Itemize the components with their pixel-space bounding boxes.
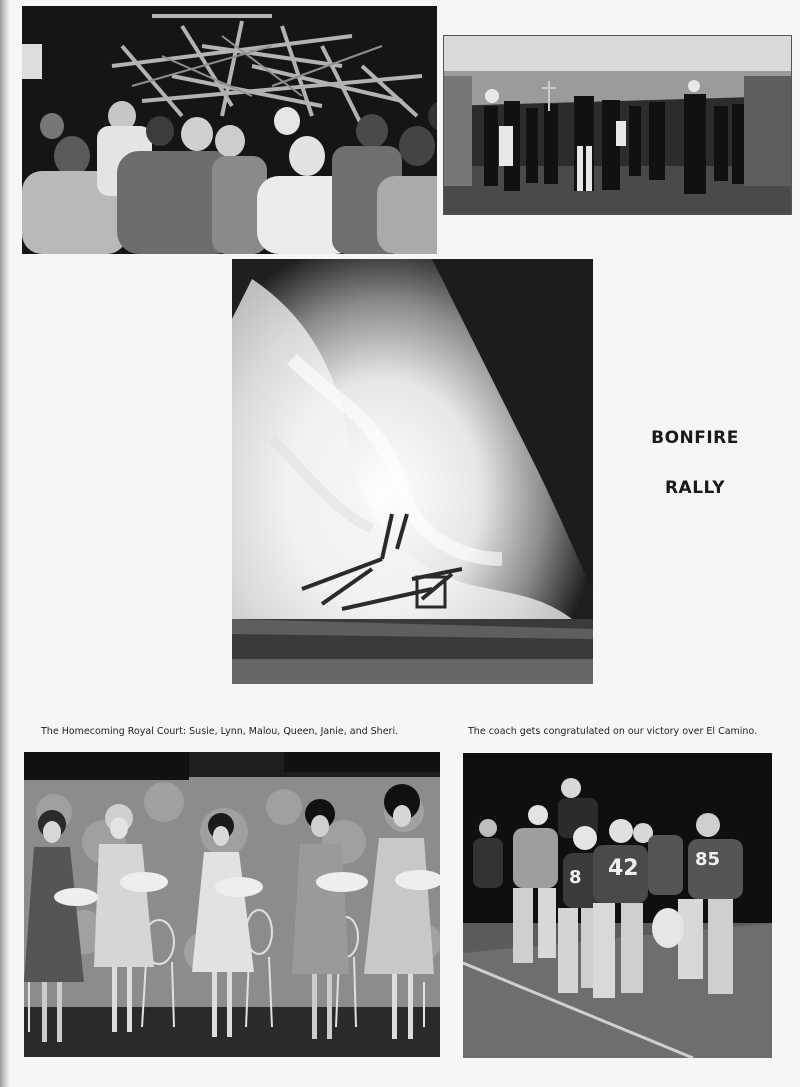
bonfire-illustration xyxy=(232,259,593,684)
headline-bonfire: BONFIRE xyxy=(651,428,739,448)
photo-coach-celebration xyxy=(463,753,772,1058)
photo-hallway-rally xyxy=(443,35,792,215)
royal-court-illustration xyxy=(24,752,440,1057)
headline-rally: RALLY xyxy=(664,478,726,498)
caption-coach: The coach gets congratulated on our victory over El Camino. xyxy=(468,726,758,737)
photo-crowd-woodpile xyxy=(22,6,437,254)
jersey-number-42: 42 xyxy=(608,856,639,881)
crowd-woodpile-illustration xyxy=(22,6,437,254)
page-binding-shadow xyxy=(0,0,10,1087)
photo-bonfire xyxy=(232,259,593,684)
jersey-number-8: 8 xyxy=(569,867,582,888)
hallway-rally-illustration xyxy=(444,36,791,214)
caption-royal-court: The Homecoming Royal Court: Susie, Lynn, Malou, Queen, Janie, and Sheri. xyxy=(41,726,399,737)
coach-celebration-illustration xyxy=(463,753,772,1058)
photo-royal-court xyxy=(24,752,440,1057)
jersey-number-85: 85 xyxy=(695,849,721,870)
